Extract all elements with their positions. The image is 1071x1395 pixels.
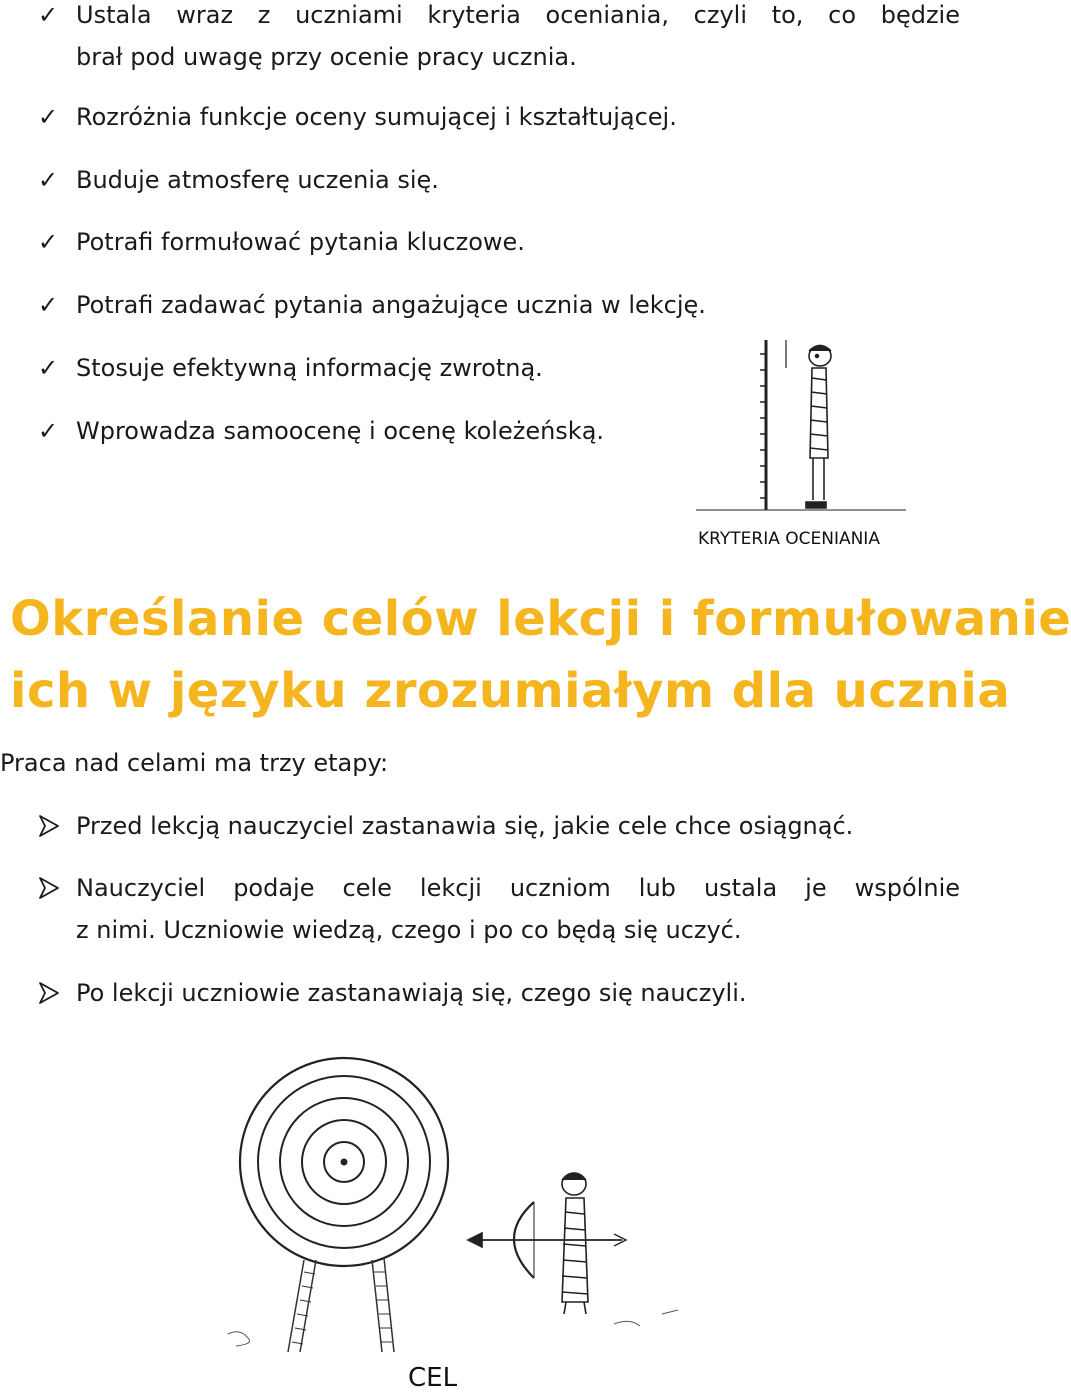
list-item-text: Potrafi zadawać pytania angażujące ucznia w lekcję. <box>76 291 706 319</box>
list-item-text: Ustala wraz z uczniami kryteria oceniania, czyli to, co będzie <box>76 1 960 29</box>
list-item-text: Wprowadza samoocenę i ocenę koleżeńską. <box>76 417 605 445</box>
list-item-text: Przed lekcją nauczyciel zastanawia się, jakie cele chce osiągnąć. <box>76 812 854 840</box>
illustration-caption: CEL <box>408 1363 458 1393</box>
arrow-right-icon <box>36 805 62 847</box>
list-item-text: Buduje atmosferę uczenia się. <box>76 166 439 194</box>
arrow-right-icon <box>36 867 62 909</box>
list-item-text: Nauczyciel podaje cele lekcji uczniom lub ustala je wspólnie <box>76 874 960 902</box>
checkmark-icon: ✓ <box>37 228 59 256</box>
checkmark-icon: ✓ <box>37 417 59 445</box>
target-archer-illustration <box>222 1052 678 1395</box>
measuring-figure-illustration <box>696 338 906 550</box>
list-item-text: brał pod uwagę przy ocenie pracy ucznia. <box>76 43 577 71</box>
intro-text: Praca nad celami ma trzy etapy: <box>0 749 389 777</box>
list-item-text: Rozróżnia funkcje oceny sumującej i kształtującej. <box>76 103 677 131</box>
illustration-caption: KRYTERIA OCENIANIA <box>698 529 880 549</box>
heading-line: Określanie celów lekcji i formułowanie <box>10 591 1071 647</box>
list-item-text: Potrafi formułować pytania kluczowe. <box>76 228 525 256</box>
list-item-text: Po lekcji uczniowie zastanawiają się, czego się nauczyli. <box>76 979 747 1007</box>
list-item-text: Stosuje efektywną informację zwrotną. <box>76 354 543 382</box>
list-item <box>0 0 960 78</box>
checkmark-icon: ✓ <box>37 103 59 131</box>
arrow-right-icon <box>36 972 62 1014</box>
heading-line: ich w języku zrozumiałym dla ucznia <box>10 663 1011 719</box>
checkmark-icon: ✓ <box>37 354 59 382</box>
list-item-text: z nimi. Uczniowie wiedzą, czego i po co będą się uczyć. <box>76 916 742 944</box>
list-item <box>0 867 960 951</box>
checkmark-icon: ✓ <box>37 291 59 319</box>
checkmark-icon: ✓ <box>37 1 59 29</box>
checkmark-icon: ✓ <box>37 166 59 194</box>
